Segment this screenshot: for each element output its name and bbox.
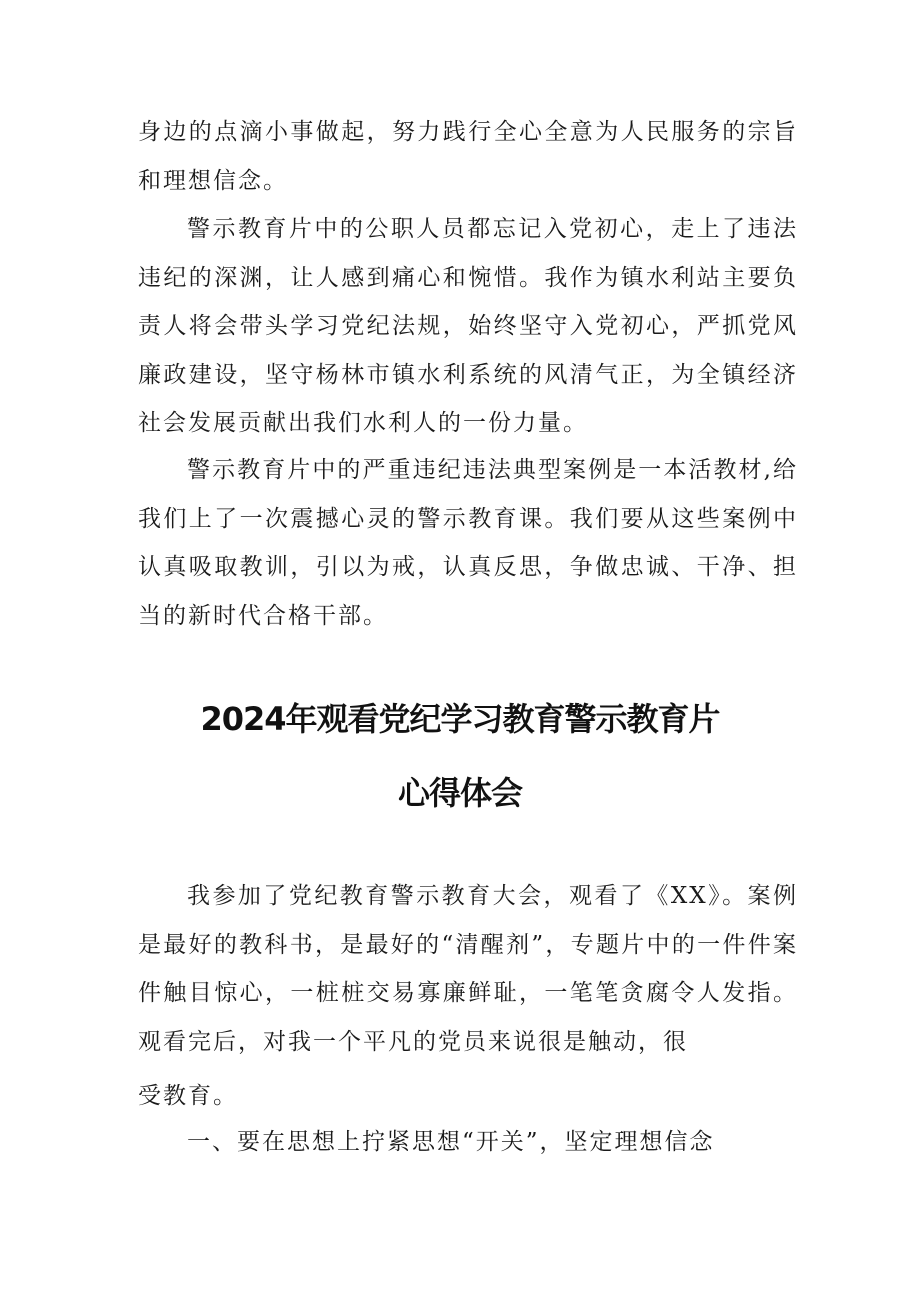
intro-paragraph: 我参加了党纪教育警示教育大会，观看了《XX》。案例是最好的教科书，是最好的“清醒剂”，专题片中的一件件案件触目惊心，一桩桩交易寡廉鲜耻，一笔笔贪腐令人发指。观看完后，对我一个平凡的党员来说很是触动，很: [138, 883, 798, 1055]
section-heading-1: 一、要在思想上拧紧思想“开关”，坚定理想信念: [187, 1129, 715, 1155]
body-paragraph-2: 警示教育片中的严重违纪违法典型案例是一本活教材,给我们上了一次震撼心灵的警示教育课。我们要从这些案例中认真吸取教训，引以为戒，认真反思，争做忠诚、干净、担当的新时代合格干部。: [138, 457, 798, 629]
article-title-line-1: 2024年观看党纪学习教育警示教育片: [200, 700, 720, 738]
article-title-line-2: 心得体会: [397, 774, 522, 812]
intro-paragraph-tail: 受教育。: [138, 1083, 238, 1109]
continuation-paragraph: 身边的点滴小事做起，努力践行全心全意为人民服务的宗旨和理想信念。: [138, 119, 798, 194]
body-paragraph-1: 警示教育片中的公职人员都忘记入党初心，走上了违法违纪的深渊，让人感到痛心和惋惜。我作为镇水利站主要负责人将会带头学习党纪法规，始终坚守入党初心，严抓党风廉政建设，坚守杨林市镇水利系统的风清气正，为全镇经济社会发展贡献出我们水利人的一份力量。: [138, 216, 798, 436]
